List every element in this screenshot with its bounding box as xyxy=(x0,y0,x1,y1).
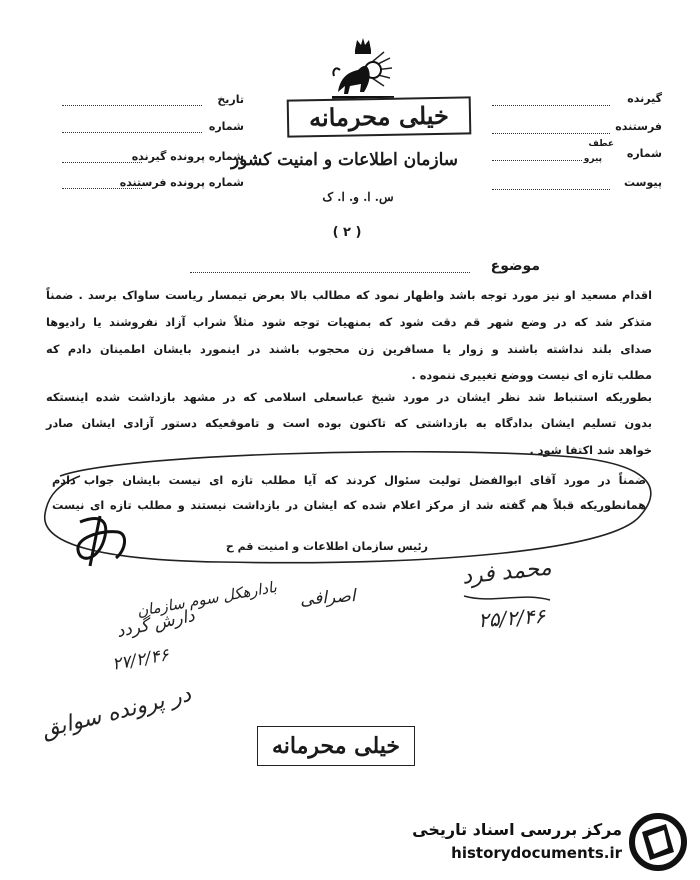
classification-stamp-text: خیلی محرمانه xyxy=(308,100,450,133)
body-line-4: مطلب تازه ای نیست ووضع تغییری ننموده . xyxy=(411,369,652,382)
ref-label: عطف xyxy=(588,139,614,149)
handwritten-signature-date: ۲۵/۲/۴۶ xyxy=(477,603,546,633)
circled-line-1: ضمناً در مورد آقای ابوالفضل تولیت سئوال کردند که آیا مطلب تازه ای نیست بایشان جواب دادم xyxy=(52,474,646,487)
body-line-3: صدای بلند نداشته باشند و زوار یا مسافرین زن محجوب باشند در اینمورد بایشان اطمینان دادم که xyxy=(46,343,652,356)
initial-mark xyxy=(70,510,140,570)
sender-file-label: شماره پرونده فرستنده xyxy=(119,176,244,189)
handwritten-date-note: ۲۷/۲/۴۶ xyxy=(110,645,171,675)
sender-line xyxy=(492,133,610,134)
organization-name: سازمان اطلاعات و امنیت کشور xyxy=(230,150,458,170)
recipient-file-label: شماره پرونده گیرنده xyxy=(131,150,244,163)
watermark-logo-icon xyxy=(628,812,688,872)
body-line-1: اقدام مسعید او نیز مورد توجه باشد واظهار نمود که مطالب بالا بعرض تیمسار ریاست ساواک برسد . ضمناً xyxy=(46,289,652,302)
handwritten-note-1b: بادارهکل سوم سازمان xyxy=(135,577,279,621)
organization-code: س. ا. و. ا. ک xyxy=(322,190,394,204)
date-label: تاریخ xyxy=(217,93,244,106)
attachment-label: پیوست xyxy=(624,176,662,189)
watermark-title: مرکز بررسی اسناد تاریخی xyxy=(412,820,622,839)
bottom-classification-stamp xyxy=(257,726,415,766)
body-line-5: بطوریکه استنباط شد نظر ایشان در مورد شیخ عباسعلی اسلامی که در مشهد بازداشت شده اینستکه xyxy=(46,391,652,404)
number-label-left: شماره xyxy=(208,120,244,133)
ref-sub-label: پیرو xyxy=(583,154,602,164)
classification-stamp xyxy=(287,96,472,137)
subject-line xyxy=(190,272,470,273)
watermark xyxy=(412,810,692,876)
attachment-line xyxy=(492,189,610,190)
handwritten-note-1: اصرافی xyxy=(299,586,357,610)
page-number: ( ۲ ) xyxy=(332,225,362,240)
sender-file-line xyxy=(62,188,142,189)
watermark-site: historydocuments.ir xyxy=(451,844,622,862)
body-line-7: خواهد شد اکتفا شود . xyxy=(529,444,652,457)
number-line-left xyxy=(62,132,202,133)
body-line-6: بدون تسلیم ایشان بدادگاه به بازداشتی که تاکنون بوده است و تاموقعیکه دستور آزادی ایشان صادر xyxy=(46,417,652,430)
date-line xyxy=(62,105,202,106)
number-label-right: شماره xyxy=(626,147,662,160)
handwritten-note-1c: دارش گردد xyxy=(114,605,197,643)
recipient-label: گیرنده xyxy=(627,92,662,105)
body-line-2: متذکر شد که در وضع شهر قم دقت شود که بمنهیات توجه شود مثلاً شراب آزاد نفروشند یا رادیوها xyxy=(46,316,652,329)
recipient-line xyxy=(492,105,610,106)
handwritten-note-2: در پرونده سوابق xyxy=(39,681,194,744)
number-line-right xyxy=(492,160,582,161)
signature-title: رئیس سازمان اطلاعات و امنیت قم ح xyxy=(225,540,428,553)
circled-line-2: همانطوریکه قبلاً هم گفته شد از مرکز اعلام شده که ایشان در بازداشت نیستند و مطلب تازه ای نیست xyxy=(52,499,646,512)
recipient-file-line xyxy=(62,162,142,163)
subject-label: موضوع xyxy=(490,258,540,274)
lion-and-sun-emblem xyxy=(328,36,398,104)
sender-label: فرستنده xyxy=(615,120,662,133)
bottom-stamp-text: خیلی محرمانه xyxy=(271,733,401,759)
handwritten-signature-right: محمد فرد xyxy=(460,555,553,590)
